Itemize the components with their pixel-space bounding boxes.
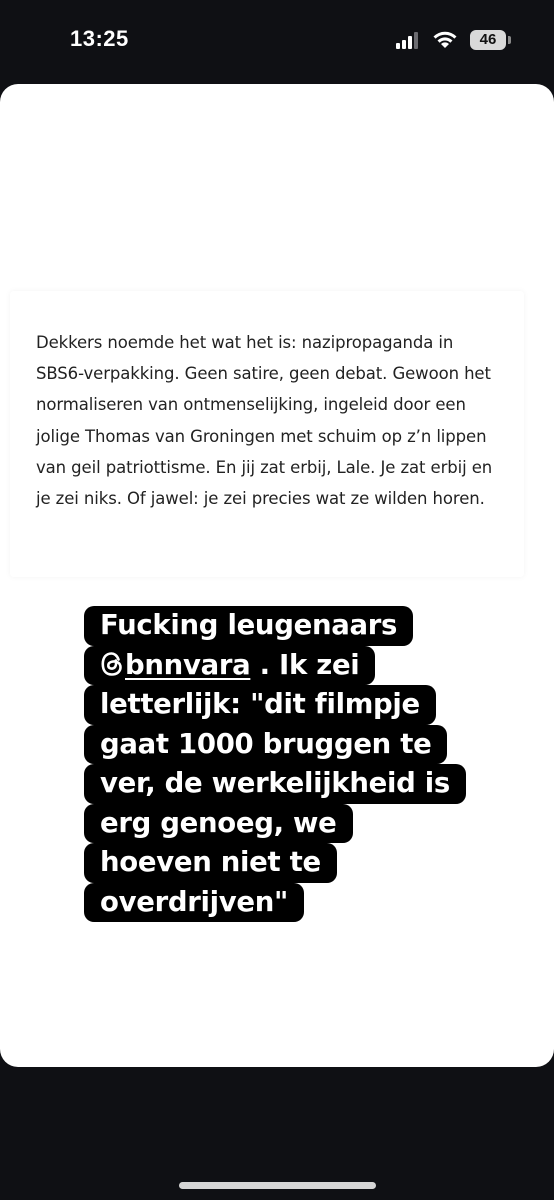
- story-card[interactable]: [0, 84, 554, 1067]
- caption-line: overdrijven": [84, 883, 304, 923]
- cellular-signal-icon: [396, 32, 420, 49]
- home-indicator[interactable]: [179, 1182, 376, 1189]
- battery-cap: [508, 36, 511, 44]
- mention-text: bnnvara: [125, 648, 251, 681]
- wifi-icon: [432, 29, 458, 49]
- threads-icon: [100, 651, 124, 677]
- caption-line: gaat 1000 bruggen te: [84, 725, 447, 765]
- story-caption: [84, 606, 514, 922]
- caption-line: Fucking leugenaars: [84, 606, 413, 646]
- caption-line: erg genoeg, we: [84, 804, 353, 844]
- caption-line: hoeven niet te: [84, 843, 337, 883]
- article-screenshot: [10, 291, 524, 577]
- article-text: Dekkers noemde het wat het is: nazipropaganda in SBS6-verpakking. Geen satire, geen debat. Gewoon het normaliseren van ontmenselijking, ingeleid door een jolige Thomas van Groningen met schuim op z’n lippen van geil patriottisme. En jij zat erbij, Lale. Je zat erbij en je zei niks. Of jawel: je zei precies wat ze wilden horen.: [36, 333, 493, 509]
- status-bar: [0, 0, 554, 84]
- caption-line: letterlijk: "dit filmpje: [84, 685, 436, 725]
- caption-line: ver, de werkelijkheid is: [84, 764, 466, 804]
- caption-text: . Ik zei: [250, 648, 360, 681]
- caption-line: [84, 646, 375, 686]
- battery-icon: 46: [470, 30, 506, 50]
- mention-link[interactable]: [100, 649, 250, 681]
- status-time: 13:25: [70, 26, 129, 51]
